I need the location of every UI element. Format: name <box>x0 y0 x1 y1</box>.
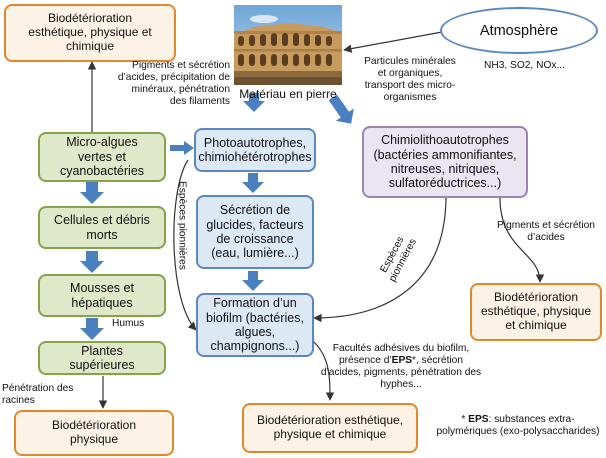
plantes-superieures-box: Plantes supérieures <box>38 341 166 375</box>
atmosphere-node: Atmosphère <box>440 7 598 54</box>
pigments-filaments-label: Pigments et sécrétion d’acides, précipitation de minéraux, pénétration des filaments <box>117 60 230 108</box>
facultes-suffix: *, sécrétion d’acides, pigments, pénétration des hyphes... <box>320 355 482 391</box>
particules-label: Particules minérales et organiques, transport des micro- organismes <box>364 56 456 104</box>
footnote-star: * <box>461 414 469 425</box>
arrow-photo-to-microalgae <box>170 141 194 155</box>
micro-algues-box: Micro-algues vertes et cyanobactéries <box>38 132 166 182</box>
facultes-adhesives-label <box>318 343 484 391</box>
footnote-eps: EPS <box>468 414 489 425</box>
facultes-eps: EPS <box>391 355 413 367</box>
arrow-photo-to-secretion <box>242 173 264 193</box>
especes-pionnieres-left-label: Espèces pionnières <box>176 181 188 270</box>
humus-label: Humus <box>112 318 145 329</box>
arrow-secretion-to-biofilm <box>242 271 264 291</box>
connector-chimio-to-biofilm-curve <box>314 198 446 318</box>
connector-atmosphere-to-stone <box>344 32 442 50</box>
cellules-debris-box: Cellules et débris morts <box>38 206 166 249</box>
facultes-prefix: Facultés adhésives du biofilm, présence d’ <box>332 343 470 367</box>
photoautotrophes-box: Photoautotrophes, chimiohétérotrophes <box>194 128 316 172</box>
arrow-cellules-to-mousses <box>80 251 104 273</box>
biodeterioration-bottom-box: Biodétérioration esthétique, physique et chimique <box>242 403 418 453</box>
chimiolithoautotrophes-box: Chimiolithoautotrophes (bactéries ammonifiantes, nitreuses, nitriques, sulfatoréductrices...) <box>362 126 528 198</box>
gases-label: NH3, SO2, NOx... <box>484 60 565 71</box>
biodeterioration-right-box: Biodétérioration esthétique, physique et chimique <box>470 283 602 341</box>
secretion-glucides-box: Sécrétion de glucides, facteurs de croissance (eau, lumière...) <box>196 195 314 269</box>
pigments-acides-label: Pigments et sécrétion d’acides <box>497 220 595 244</box>
stone-material-caption: Matériau en pierre <box>239 87 337 101</box>
arrow-microalgae-to-cellules <box>80 182 104 204</box>
colosseum-photo <box>234 5 342 85</box>
mousses-hepatiques-box: Mousses et hépatiques <box>38 274 166 317</box>
especes-pionnieres-right-label: Espèces pionnières <box>378 234 419 284</box>
arrow-mousses-to-plantes <box>80 318 104 340</box>
biodeterioration-physique-box: Biodétérioration physique <box>14 410 174 456</box>
biofilm-formation-box: Formation d’un biofilm (bactéries, algues, champignons...) <box>196 293 314 357</box>
biodeterioration-top-left-box: Biodétérioration esthétique, physique et chimique <box>4 4 176 62</box>
penetration-racines-label: Pénétration des racines <box>2 383 74 407</box>
eps-footnote <box>432 414 604 438</box>
footnote-text: : substances extra- polymériques (exo-polysaccharides) <box>436 414 600 438</box>
